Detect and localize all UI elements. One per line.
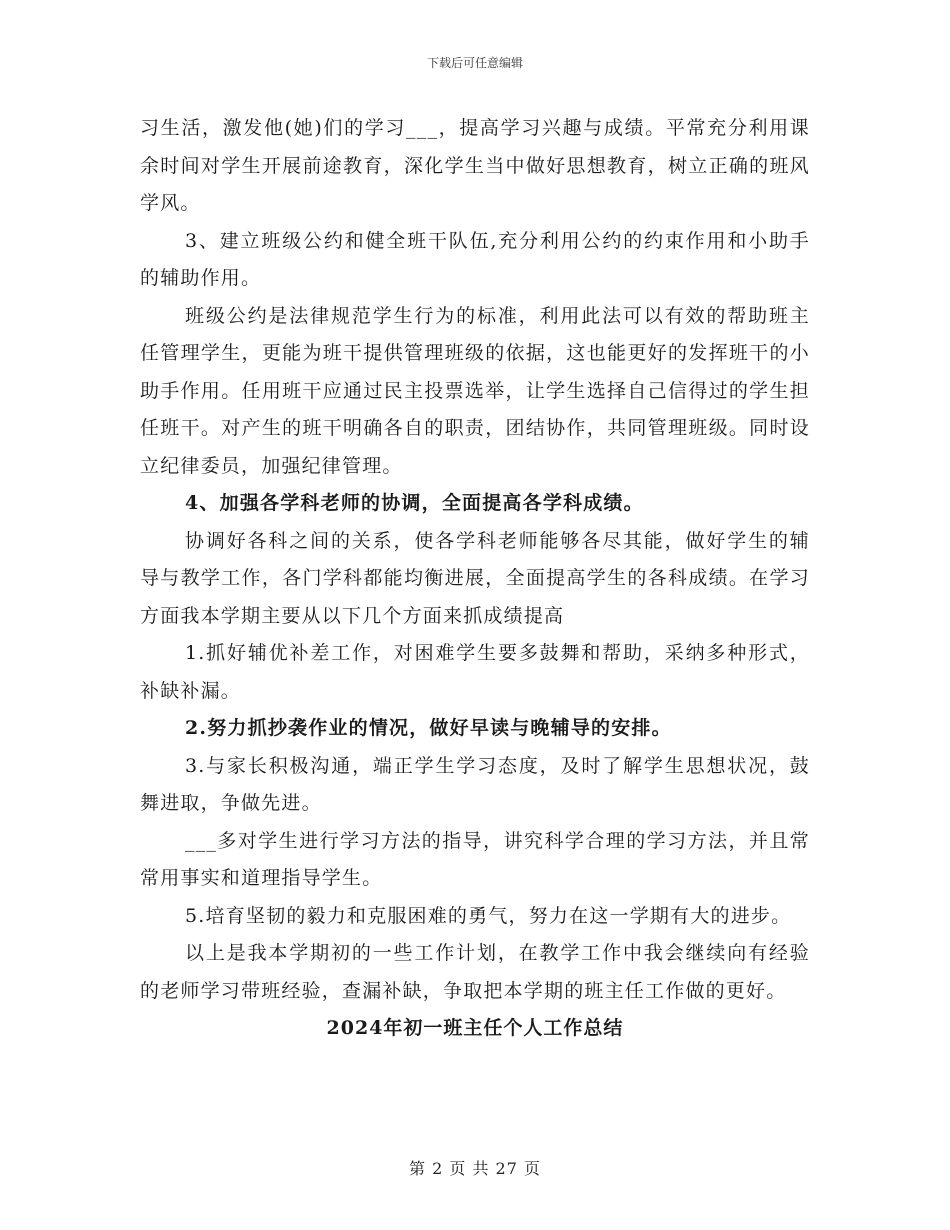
paragraph-list-item-3: 3.与家长积极沟通，端正学生学习态度，及时了解学生思想状况，鼓舞进取，争做先进。 xyxy=(140,754,810,814)
paragraph-coordination: 协调好各科之间的关系，使各学科老师能够各尽其能，做好学生的辅导与教学工作，各门学科都能均衡进展，全面提高学生的各科成绩。在学习方面我本学期主要从以下几个方面来抓成绩提高 xyxy=(140,529,810,627)
paragraph-list-item-5: 5.培育坚韧的毅力和克服困难的勇气，努力在这一学期有大的进步。 xyxy=(185,904,792,927)
page-header: 下载后可任意编辑 xyxy=(426,56,523,70)
document-body xyxy=(140,110,810,1048)
paragraph-list-item-2: 2.努力抓抄袭作业的情况，做好早读与晚辅导的安排。 xyxy=(185,717,672,739)
paragraph-conclusion: 以上是我本学期初的一些工作计划，在教学工作中我会继续向有经验的老师学习带班经验，查漏补缺，争取把本学期的班主任工作做的更好。 xyxy=(140,942,810,1002)
paragraph-class-convention: 班级公约是法律规范学生行为的标准，利用此法可以有效的帮助班主任管理学生，更能为班干提供管理班级的依据，这也能更好的发挥班干的小助手作用。任用班干应通过民主投票选举，让学生选择自己信得过的学生担任班干。对产生的班干明确各自的职责，团结协作，共同管理班级。同时设立纪律委员，加强纪律管理。 xyxy=(140,304,810,477)
paragraph-list-item-1: 1.抓好辅优补差工作，对困难学生要多鼓舞和帮助，采纳多种形式，补缺补漏。 xyxy=(140,642,810,702)
paragraph-item-4-heading: 4、加强各学科老师的协调，全面提高各学科成绩。 xyxy=(185,492,644,514)
paragraph-item-3-heading: 3、建立班级公约和健全班干队伍,充分利用公约的约束作用和小助手的辅助作用。 xyxy=(140,229,810,289)
paragraph-continuation: 习生活，激发他(她)们的学习___，提高学习兴趣与成绩。平常充分利用课余时间对学生开展前途教育，深化学生当中做好思想教育，树立正确的班风学风。 xyxy=(140,117,810,214)
paragraph-list-item-4: ___多对学生进行学习方法的指导，讲究科学合理的学习方法，并且常常用事实和道理指导学生。 xyxy=(140,829,810,889)
page-footer: 第 2 页 共 27 页 xyxy=(409,1159,541,1178)
section-title: 2024年初一班主任个人工作总结 xyxy=(326,1017,624,1039)
